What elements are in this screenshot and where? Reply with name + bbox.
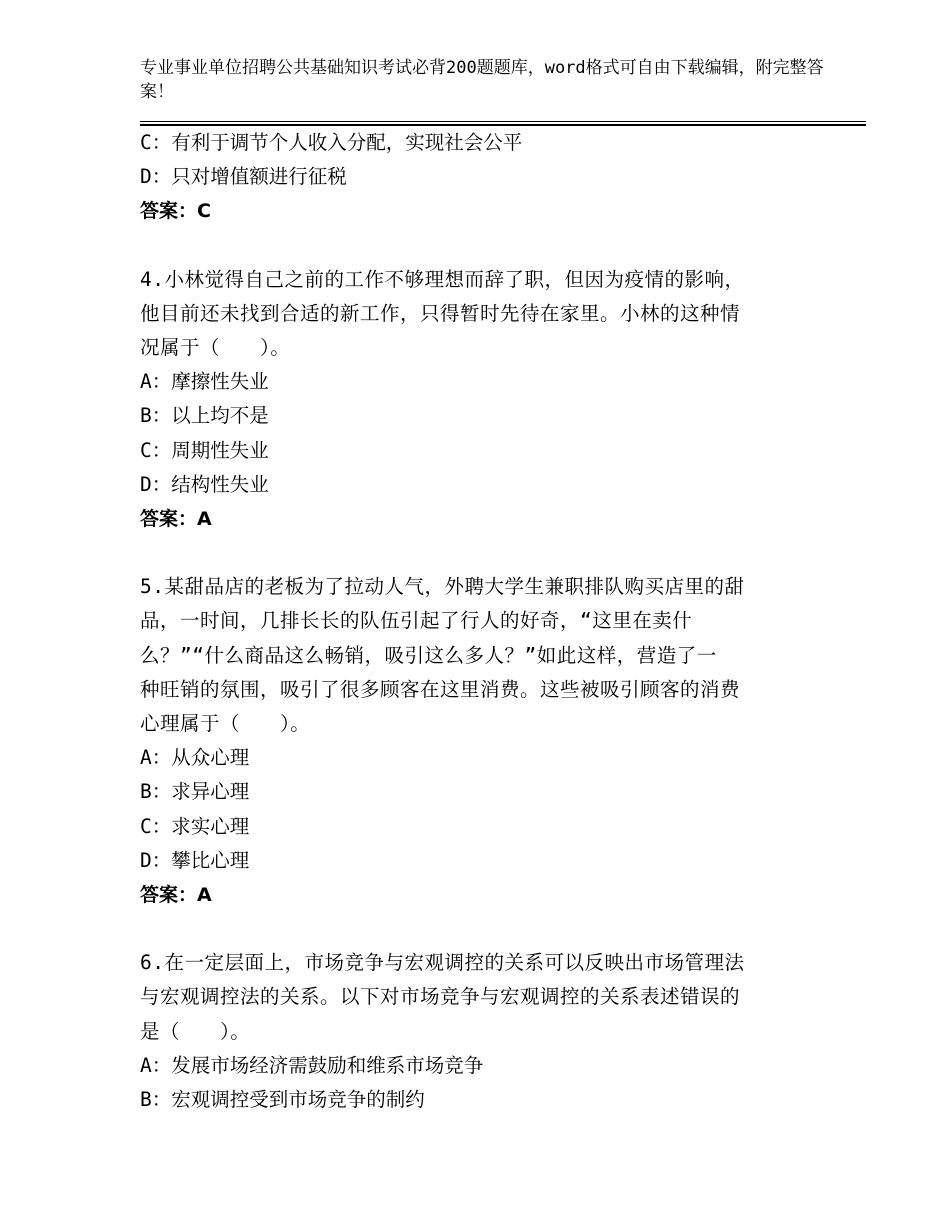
option-c: C：周期性失业 [140, 438, 269, 462]
question-4 [140, 263, 830, 537]
question-stem: 是（ ）。 [140, 1019, 251, 1043]
option-d: D：只对增值额进行征税 [140, 165, 347, 189]
question-stem: 么？”“什么商品这么畅销，吸引这么多人？”如此这样，营造了一 [140, 643, 717, 667]
option-a: A：摩擦性失业 [140, 370, 269, 394]
question-5 [140, 570, 830, 912]
answer: 答案：A [140, 884, 212, 907]
option-c: C：有利于调节个人收入分配，实现社会公平 [140, 131, 523, 154]
answer: 答案：A [140, 508, 212, 531]
option-c: C：求实心理 [140, 814, 250, 838]
option-a: A：从众心理 [140, 746, 250, 770]
option-b: B：以上均不是 [140, 404, 269, 428]
document-body [140, 126, 830, 1117]
option-d: D：结构性失业 [140, 472, 269, 496]
question-stem: 心理属于（ ）。 [140, 712, 311, 736]
question-stem: 况属于（ ）。 [140, 336, 291, 360]
question-stem: 4.小林觉得自己之前的工作不够理想而辞了职，但因为疫情的影响， [140, 267, 745, 291]
question-stem: 5.某甜品店的老板为了拉动人气，外聘大学生兼职排队购买店里的甜 [140, 575, 745, 599]
question-stem: 种旺销的氛围，吸引了很多顾客在这里消费。这些被吸引顾客的消费 [140, 677, 741, 701]
question-6 [140, 946, 830, 1117]
question-stem: 品，一时间，几排长长的队伍引起了行人的好奇，“这里在卖什 [140, 609, 693, 633]
option-a: A：发展市场经济需鼓励和维系市场竞争 [140, 1053, 484, 1077]
question-3-tail [140, 126, 830, 229]
spacer [140, 912, 830, 946]
answer: 答案：C [140, 200, 211, 223]
page-header: 专业事业单位招聘公共基础知识考试必背200题题库，word格式可自由下载编辑，附完整答案！ [140, 58, 824, 102]
question-stem: 与宏观调控法的关系。以下对市场竞争与宏观调控的关系表述错误的 [140, 985, 741, 1009]
option-b: B：宏观调控受到市场竞争的制约 [140, 1088, 425, 1112]
question-stem: 他目前还未找到合适的新工作，只得暂时先待在家里。小林的这种情 [140, 301, 741, 325]
spacer [140, 229, 830, 263]
spacer [140, 536, 830, 570]
option-b: B：求异心理 [140, 780, 250, 804]
option-d: D：攀比心理 [140, 848, 250, 872]
question-stem: 6.在一定层面上，市场竞争与宏观调控的关系可以反映出市场管理法 [140, 951, 745, 975]
